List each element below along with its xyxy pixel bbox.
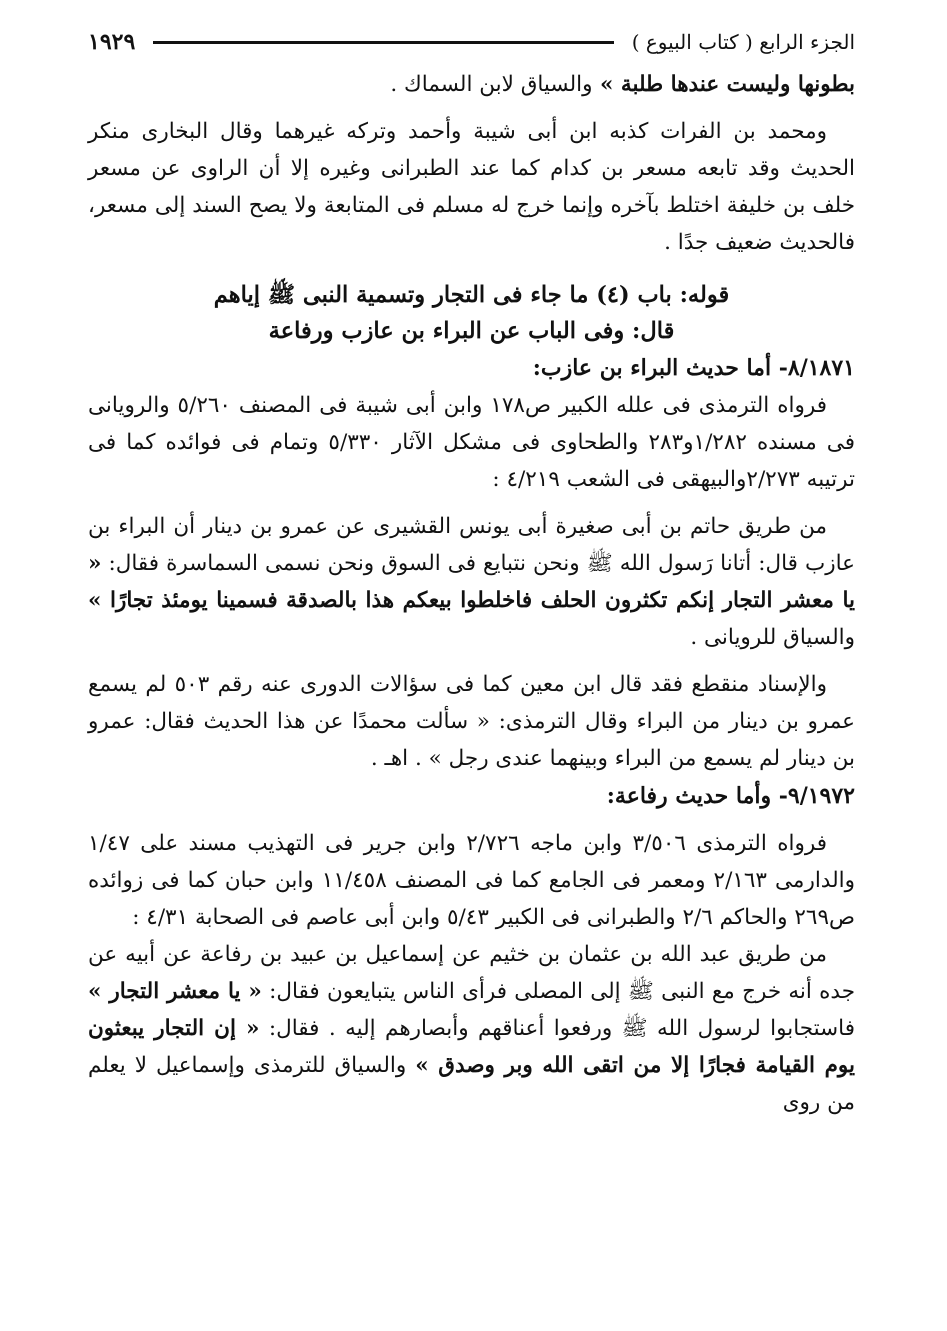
hadith-call: « يا معشر التجار » [88, 979, 262, 1004]
paragraph-sources-bara: فرواه الترمذى فى علله الكبير ص١٧٨ وابن أبى شيبة فى المصنف ٥/٢٦٠ والرويانى فى مسنده ١/٢٨٢و٢٨٣ والطحاوى فى مشكل الآثار ٥/٣٣٠ وتمام فى فوائده كما فى ترتيبه ٢/٢٧٣والبيهقى فى الشعب ٤/٢١٩ : [88, 393, 855, 492]
paragraph-narrator-critique: ومحمد بن الفرات كذبه ابن أبى شيبة وأحمد وتركه غيرهما وقال البخارى منكر الحديث وقد تابعه مسعر بن كدام كما عند الطبرانى وغيره إلا أن الراوى عن مسعر خلف بن خليفة اختلط بآخره وإنما خرج له مسلم فى المتابعة ولا يصح السند إلى مسعر، فالحديث ضعيف جدًا . [88, 119, 855, 255]
spacer [88, 103, 855, 113]
paragraph-text: والسياق لابن السماك . [390, 72, 593, 97]
paragraph-isnad-critique: والإسناد منقطع فقد قال ابن معين كما فى سؤالات الدورى عنه رقم ٥٠٣ لم يسمع عمرو بن دينار من البراء وقال الترمذى: « سألت محمدًا عن هذا الحديث فقال: عمرو بن دينار لم يسمع من البراء وبينهما عندى رجل » . اهـ . [88, 672, 855, 771]
page-header [88, 22, 855, 62]
paragraph-sources-rifaa: فرواه الترمذى ٣/٥٠٦ وابن ماجه ٢/٧٢٦ وابن جرير فى التهذيب مسند على ١/٤٧ والدارمى ٢/١٦٣ ومعمر فى الجامع كما فى المصنف ١١/٤٥٨ وابن حبان كما فى زوائده ص٢٦٩ والحاكم ٢/٦ والطبرانى فى الكبير ٥/٤٣ وابن أبى عاصم فى الصحابة ٤/٣١ : [88, 831, 856, 930]
spacer [88, 261, 855, 277]
chapter-heading: قوله: باب (٤) ما جاء فى التجار وتسمية النبى ﷺ إياهم [213, 282, 730, 308]
hadith-text: « يا معشر التجار إنكم تكثرون الحلف فاخلطوا بيعكم هذا بالصدقة فسمينا يومئذ تجارًا » [88, 551, 855, 613]
hadith-tail: والسياق للرويانى . [690, 625, 855, 650]
spacer [88, 815, 855, 825]
hadith-narration: فاستجابوا لرسول الله ﷺ ورفعوا أعناقهم وأبصارهم إليه . فقال: [259, 1016, 855, 1041]
hadith-tail: والسياق للترمذى وإسماعيل لا يعلم من روى [88, 1053, 855, 1115]
spacer [88, 498, 855, 508]
hadith-text: « إن التجار يبعثون يوم القيامة فجارًا إلا من اتقى الله وبر وصدق » [88, 1016, 855, 1078]
paragraph-hadith-rifaa [88, 936, 855, 1121]
header-rule [153, 41, 613, 44]
section-heading-rifaa: ٩/١٩٧٢- وأما حديث رفاعة: [606, 783, 855, 809]
book-page [88, 22, 855, 1311]
spacer [88, 656, 855, 666]
bold-quote: بطونها وليست عندها طلبة » [592, 72, 855, 97]
section-heading-bara: ٨/١٨٧١- أما حديث البراء بن عازب: [532, 355, 855, 381]
running-title: الجزء الرابع ( كتاب البيوع ) [631, 30, 855, 54]
hadith-chain: من طريق حاتم بن أبى صغيرة أبى يونس القشيرى عن عمرو بن دينار أن البراء بن عازب قال: أتانا رَسول الله ﷺ ونحن نتبايع فى السوق ونحن نسمى السماسرة فقال: [88, 514, 855, 576]
chapter-subheading: قال: وفى الباب عن البراء بن عازب ورفاعة [268, 318, 675, 344]
page-number: ١٩٢٩ [88, 29, 136, 55]
hadith-chain: من طريق عبد الله بن عثمان بن خثيم عن إسماعيل بن عبيد بن رفاعة عن أبيه عن جده أنه خرج مع النبى ﷺ إلى المصلى فرأى الناس يتبايعون فقال: [88, 942, 855, 1004]
paragraph-hadith-bara [88, 508, 855, 656]
paragraph-continuation [88, 66, 855, 103]
